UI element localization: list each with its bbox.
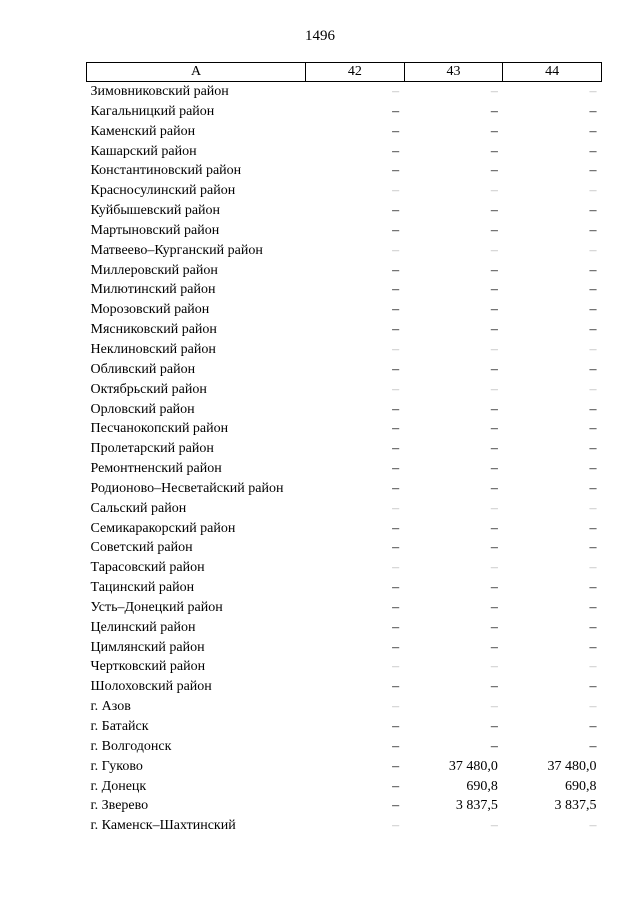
row-name-cell: Красносулинский район (90, 183, 236, 199)
cell-col-42: – (392, 441, 400, 457)
cell-col-43: – (490, 381, 498, 397)
header-col-a: А (87, 63, 306, 82)
cell-col-43: – (490, 639, 498, 655)
table-row (87, 657, 602, 677)
cell-col-42: – (392, 222, 400, 238)
cell-col-43: – (490, 599, 498, 615)
table-row (87, 201, 602, 221)
cell-col-42: – (392, 163, 400, 179)
cell-col-44: – (589, 361, 597, 377)
cell-col-44: – (589, 322, 597, 338)
cell-col-42: – (392, 500, 400, 516)
row-name-cell: Советский район (90, 540, 193, 556)
cell-col-43: – (490, 659, 498, 675)
cell-col-44: – (589, 421, 597, 437)
row-name-cell: Песчанокопский район (90, 421, 229, 437)
cell-col-42: – (392, 381, 400, 397)
table-row (87, 340, 602, 360)
table-row (87, 221, 602, 241)
cell-col-44: 37 480,0 (547, 758, 597, 774)
cell-col-44: – (589, 540, 597, 556)
cell-col-44: – (589, 659, 597, 675)
cell-col-43: – (490, 282, 498, 298)
row-name-cell: г. Волгодонск (90, 738, 172, 754)
cell-col-44: – (589, 639, 597, 655)
row-name-cell: Кагальницкий район (90, 103, 215, 119)
table-row (87, 777, 602, 797)
cell-col-43: – (490, 699, 498, 715)
row-name-cell: г. Гуково (90, 758, 143, 774)
cell-col-43: – (490, 341, 498, 357)
table-body (87, 82, 602, 837)
table-row (87, 558, 602, 578)
cell-col-44: – (589, 500, 597, 516)
row-name-cell: Тацинский район (90, 580, 195, 596)
row-name-cell: Усть–Донецкий район (90, 599, 223, 615)
cell-col-43: – (490, 619, 498, 635)
cell-col-42: – (392, 302, 400, 318)
cell-col-44: – (589, 123, 597, 139)
cell-col-42: – (392, 520, 400, 536)
cell-col-43: – (490, 520, 498, 536)
cell-col-42: – (392, 599, 400, 615)
row-name-cell: Родионово–Несветайский район (90, 480, 284, 496)
cell-col-44: – (589, 580, 597, 596)
cell-col-43: – (490, 302, 498, 318)
row-name-cell: Чертковский район (90, 659, 206, 675)
header-col-44: 44 (503, 63, 602, 82)
table-row (87, 142, 602, 162)
cell-col-43: – (490, 719, 498, 734)
cell-col-43: – (490, 262, 498, 278)
row-name-cell: г. Азов (90, 699, 131, 715)
table-row (87, 717, 602, 737)
row-name-cell: Неклиновский район (90, 341, 216, 357)
table-row (87, 757, 602, 777)
cell-col-44: – (589, 560, 597, 576)
cell-col-42: – (392, 183, 400, 199)
cell-col-44: – (589, 302, 597, 318)
cell-col-42: – (392, 798, 400, 814)
cell-col-42: – (392, 818, 400, 834)
cell-col-43: – (490, 401, 498, 417)
cell-col-42: – (392, 719, 400, 734)
cell-col-42: – (392, 540, 400, 556)
cell-col-43: – (490, 203, 498, 219)
cell-col-44: – (589, 84, 597, 99)
row-name-cell: Ремонтненский район (90, 461, 222, 477)
table-row (87, 618, 602, 638)
row-name-cell: Обливский район (90, 361, 196, 377)
cell-col-44: – (589, 381, 597, 397)
cell-col-42: – (392, 262, 400, 278)
cell-col-44: 690,8 (564, 778, 597, 794)
cell-col-44: – (589, 599, 597, 615)
table-row (87, 82, 602, 102)
table-row (87, 102, 602, 122)
row-name-cell: Кашарский район (90, 143, 197, 159)
cell-col-44: – (589, 183, 597, 199)
header-col-43: 43 (404, 63, 503, 82)
cell-col-42: – (392, 738, 400, 754)
row-name-cell: Октябрьский район (90, 381, 207, 397)
cell-col-43: – (490, 143, 498, 159)
table-row (87, 479, 602, 499)
row-name-cell: Милютинский район (90, 282, 216, 298)
row-name-cell: Матвеево–Курганский район (90, 242, 263, 258)
table-row (87, 280, 602, 300)
cell-col-43: – (490, 500, 498, 516)
table-row (87, 400, 602, 420)
cell-col-44: – (589, 103, 597, 119)
cell-col-44: – (589, 242, 597, 258)
cell-col-43: – (490, 123, 498, 139)
cell-col-43: – (490, 322, 498, 338)
cell-col-43: – (490, 183, 498, 199)
row-name-cell: Пролетарский район (90, 441, 214, 457)
cell-col-42: – (392, 143, 400, 159)
cell-col-42: – (392, 560, 400, 576)
row-name-cell: Орловский район (90, 401, 195, 417)
cell-col-42: – (392, 580, 400, 596)
cell-col-44: – (589, 143, 597, 159)
row-name-cell: Сальский район (90, 500, 187, 516)
table-row (87, 161, 602, 181)
row-name-cell: Зимовниковский район (90, 84, 229, 99)
cell-col-42: – (392, 421, 400, 437)
cell-col-44: – (589, 203, 597, 219)
cell-col-44: – (589, 262, 597, 278)
table-row (87, 320, 602, 340)
cell-col-42: – (392, 203, 400, 219)
cell-col-43: 37 480,0 (448, 758, 498, 774)
cell-col-43: 3 837,5 (455, 798, 498, 814)
cell-col-42: – (392, 242, 400, 258)
cell-col-44: – (589, 480, 597, 496)
cell-col-43: – (490, 540, 498, 556)
cell-col-42: – (392, 619, 400, 635)
cell-col-44: – (589, 401, 597, 417)
cell-col-42: – (392, 84, 400, 99)
cell-col-43: – (490, 242, 498, 258)
cell-col-42: – (392, 758, 400, 774)
row-name-cell: Шолоховский район (90, 679, 212, 695)
row-name-cell: Морозовский район (90, 302, 210, 318)
table-row (87, 181, 602, 201)
cell-col-43: – (490, 818, 498, 834)
row-name-cell: Семикаракорский район (90, 520, 236, 536)
header-row (87, 63, 602, 82)
row-name-cell: Миллеровский район (90, 262, 218, 278)
row-name-cell: Тарасовский район (90, 560, 205, 576)
table-row (87, 459, 602, 479)
cell-col-42: – (392, 341, 400, 357)
row-name-cell: Целинский район (90, 619, 196, 635)
header-col-42: 42 (306, 63, 405, 82)
cell-col-44: – (589, 163, 597, 179)
cell-col-42: – (392, 401, 400, 417)
cell-col-42: – (392, 639, 400, 655)
cell-col-43: – (490, 421, 498, 437)
table-row (87, 638, 602, 658)
table-row (87, 519, 602, 539)
table-row (87, 816, 602, 836)
cell-col-42: – (392, 480, 400, 496)
row-name-cell: Каменский район (90, 123, 196, 139)
cell-col-44: – (589, 719, 597, 734)
table-row (87, 796, 602, 816)
cell-col-44: – (589, 520, 597, 536)
page-number: 1496 (305, 28, 335, 44)
cell-col-43: – (490, 580, 498, 596)
cell-col-44: – (589, 699, 597, 715)
table-row (87, 598, 602, 618)
table-row (87, 419, 602, 439)
table-row (87, 697, 602, 717)
cell-col-43: – (490, 480, 498, 496)
cell-col-44: – (589, 619, 597, 635)
cell-col-44: – (589, 679, 597, 695)
cell-col-43: – (490, 163, 498, 179)
row-name-cell: Мясниковский район (90, 322, 217, 338)
row-name-cell: г. Батайск (90, 719, 149, 734)
cell-col-44: – (589, 282, 597, 298)
cell-col-42: – (392, 778, 400, 794)
row-name-cell: Мартыновский район (90, 222, 220, 238)
cell-col-42: – (392, 103, 400, 119)
table-row (87, 380, 602, 400)
table-row (87, 360, 602, 380)
cell-col-42: – (392, 699, 400, 715)
table-row (87, 261, 602, 281)
cell-col-42: – (392, 659, 400, 675)
table-row (87, 677, 602, 697)
cell-col-43: – (490, 441, 498, 457)
row-name-cell: Цимлянский район (90, 639, 205, 655)
cell-col-43: – (490, 738, 498, 754)
cell-col-43: – (490, 222, 498, 238)
cell-col-42: – (392, 322, 400, 338)
cell-col-43: – (490, 84, 498, 99)
cell-col-43: – (490, 103, 498, 119)
table-row (87, 439, 602, 459)
row-name-cell: Куйбышевский район (90, 203, 221, 219)
cell-col-43: – (490, 679, 498, 695)
cell-col-44: 3 837,5 (554, 798, 597, 814)
cell-col-42: – (392, 123, 400, 139)
table-row (87, 578, 602, 598)
cell-col-44: – (589, 738, 597, 754)
table-header (87, 63, 602, 82)
cell-col-43: – (490, 361, 498, 377)
cell-col-43: 690,8 (466, 778, 498, 794)
cell-col-43: – (490, 461, 498, 477)
table-row (87, 737, 602, 757)
row-name-cell: Константиновский район (90, 163, 242, 179)
data-table (86, 62, 602, 836)
cell-col-44: – (589, 441, 597, 457)
table-row (87, 300, 602, 320)
cell-col-42: – (392, 461, 400, 477)
cell-col-42: – (392, 361, 400, 377)
table-row (87, 241, 602, 261)
row-name-cell: г. Каменск–Шахтинский (90, 818, 236, 834)
table-row (87, 122, 602, 142)
row-name-cell: г. Донецк (90, 778, 147, 794)
cell-col-44: – (589, 222, 597, 238)
cell-col-42: – (392, 679, 400, 695)
cell-col-44: – (589, 461, 597, 477)
cell-col-43: – (490, 560, 498, 576)
row-name-cell: г. Зверево (90, 798, 149, 814)
table-row (87, 538, 602, 558)
table-row (87, 499, 602, 519)
cell-col-44: – (589, 341, 597, 357)
cell-col-42: – (392, 282, 400, 298)
cell-col-44: – (589, 818, 597, 834)
